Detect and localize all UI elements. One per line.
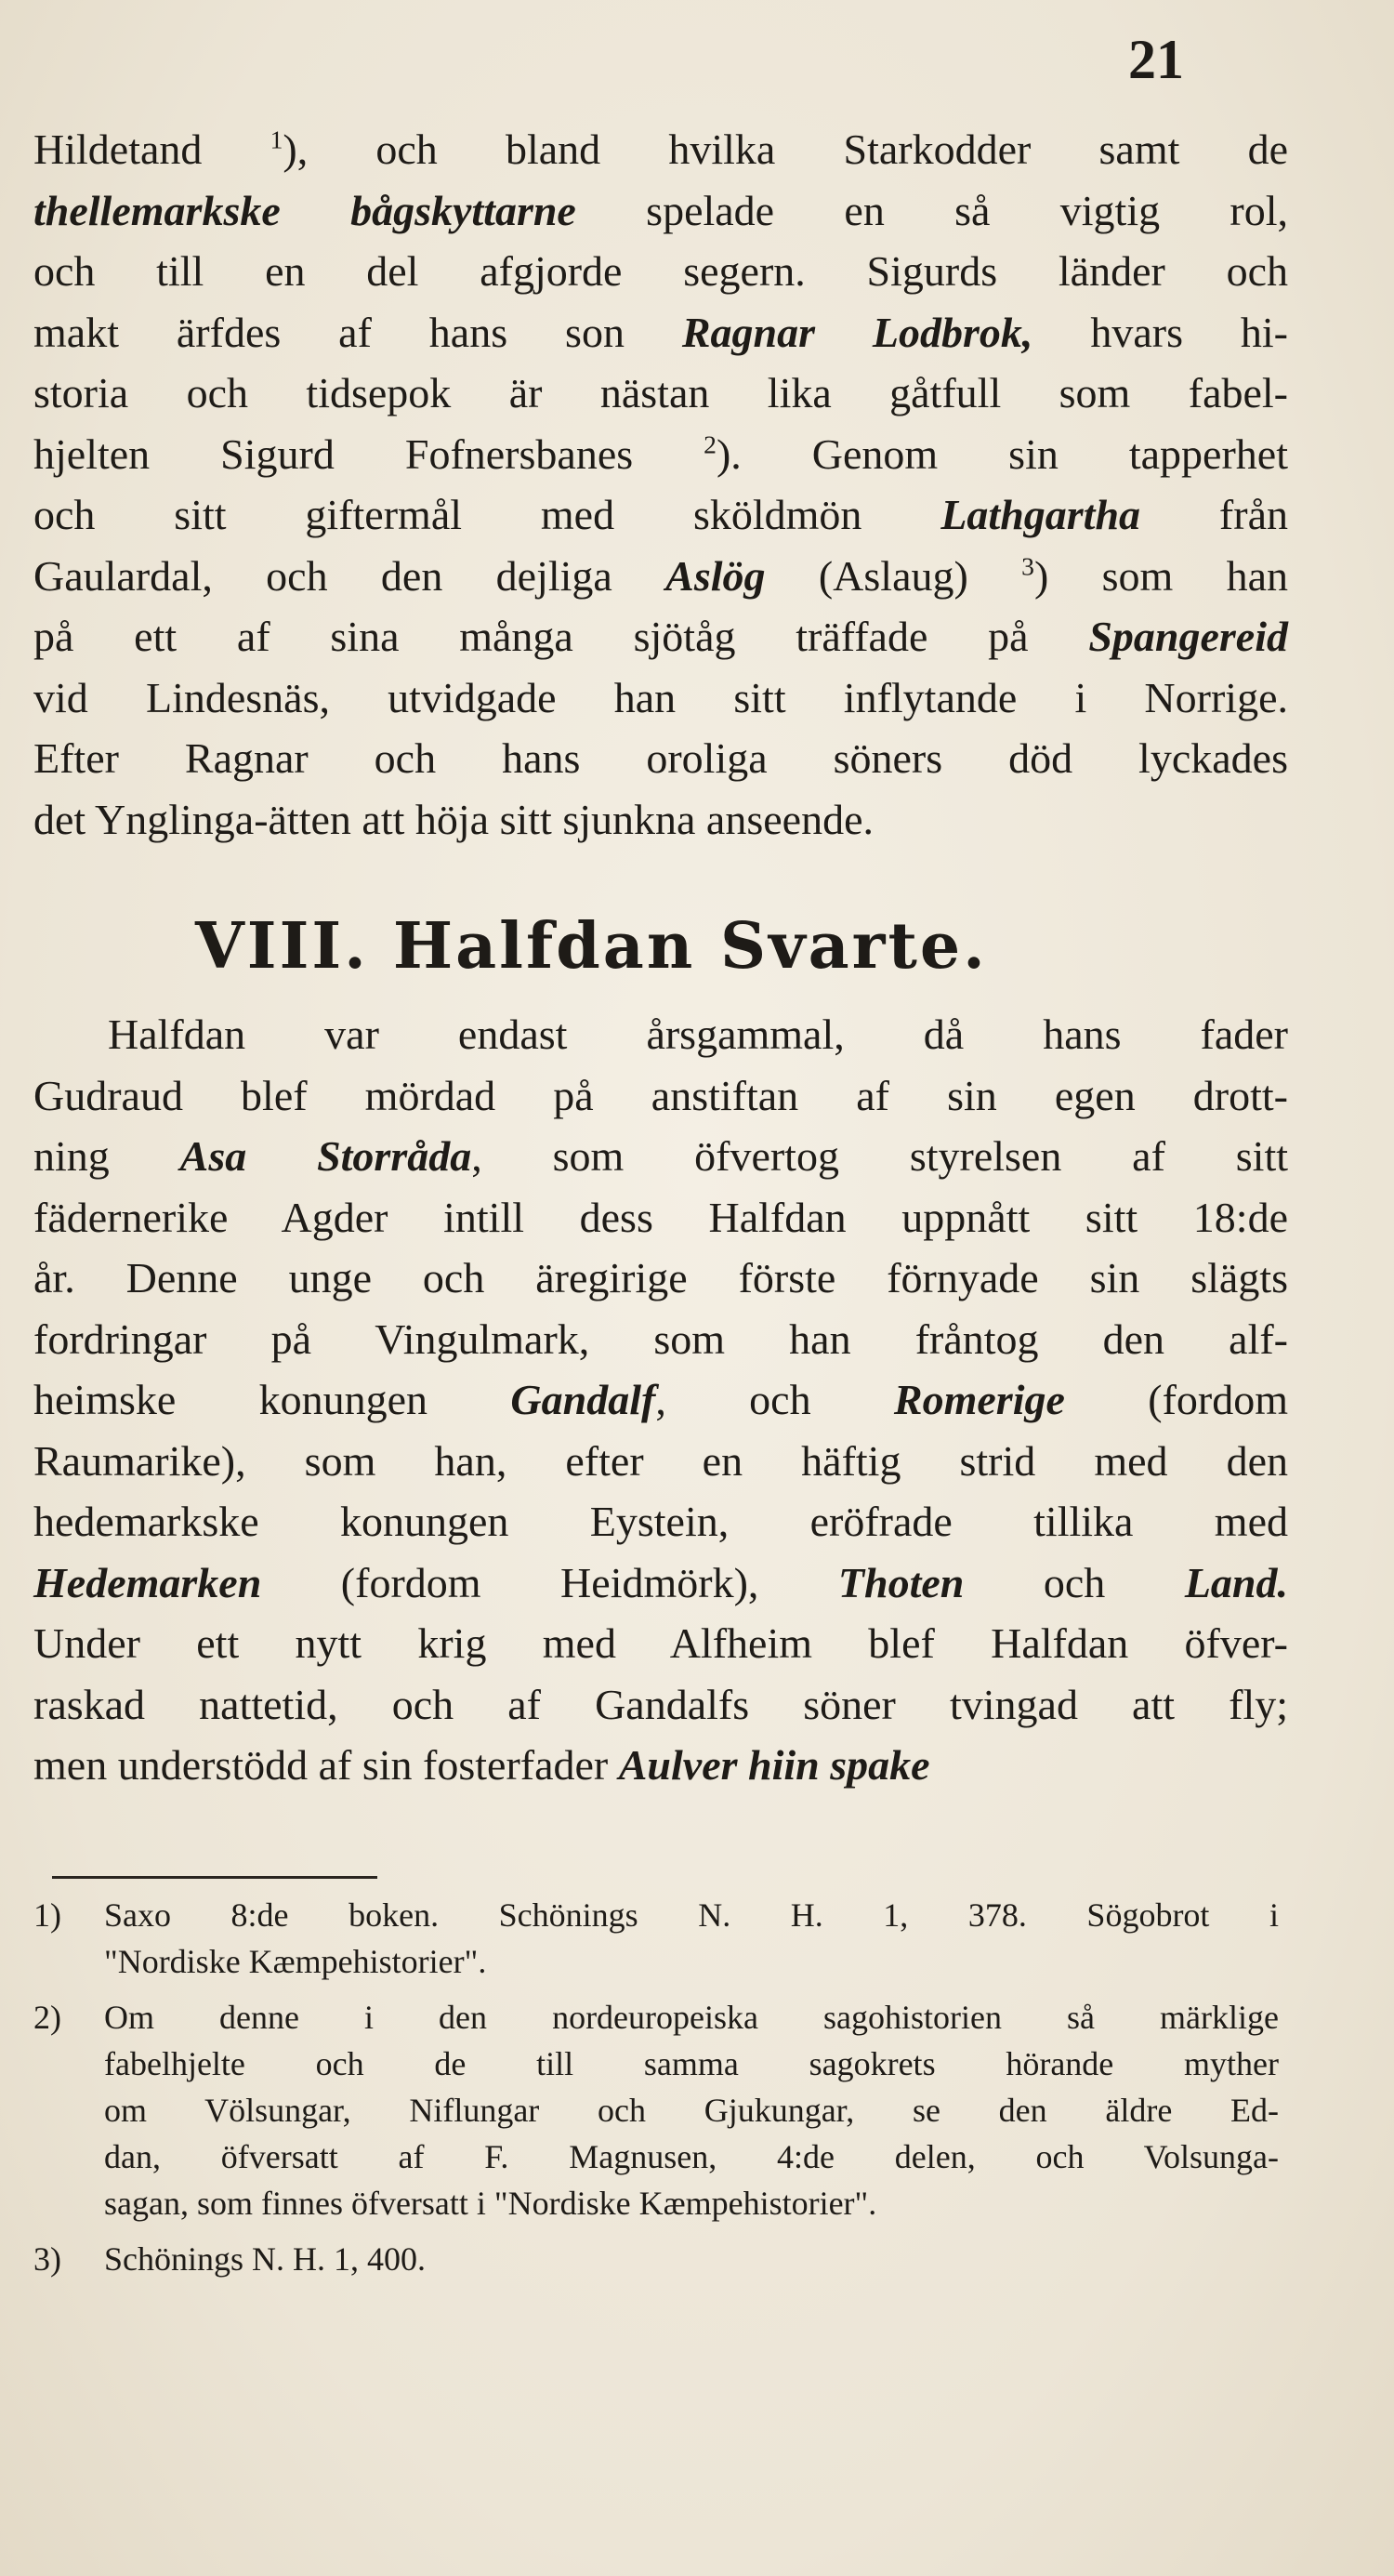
footnote-line: sagan, som finnes öfversatt i "Nordiske Kæmpehistorier". bbox=[104, 2185, 877, 2222]
emphasis-name: thellemarkske bågskyttarne bbox=[33, 186, 576, 234]
text-run: Gaulardal, och den dejliga bbox=[33, 551, 666, 600]
section-title: Halfdan Svarte. bbox=[392, 909, 988, 984]
text-run: (fordom Heidmörk), bbox=[261, 1558, 838, 1606]
emphasis-name: Land. bbox=[1184, 1558, 1288, 1606]
text-run: makt ärfdes af hans son bbox=[33, 308, 682, 356]
text-line bbox=[33, 241, 1288, 302]
text-run: ), och bland hvilka Starkodder samt de bbox=[283, 125, 1288, 173]
text-run: år. Denne unge och äregirige förste förnyade sin slägts bbox=[33, 1254, 1288, 1301]
text-line bbox=[33, 1004, 1288, 1065]
text-run: Hildetand bbox=[33, 125, 270, 173]
footnote-line: "Nordiske Kæmpehistorier". bbox=[104, 1943, 487, 1980]
text-line bbox=[33, 1126, 1288, 1187]
text-line bbox=[33, 1674, 1288, 1736]
section-heading bbox=[195, 909, 1264, 984]
text-run: (Aslaug) bbox=[765, 551, 1022, 600]
footnote-marker: 2) bbox=[33, 1999, 61, 2036]
footnote bbox=[33, 2236, 1279, 2282]
text-run: på ett af sina många sjötåg träffade på bbox=[33, 613, 1089, 660]
text-line bbox=[33, 424, 1288, 485]
text-run: ). Genom sin tapperhet bbox=[716, 429, 1288, 478]
emphasis-name: Aulver hiin spake bbox=[618, 1741, 930, 1789]
section-number: VIII. bbox=[195, 909, 369, 984]
footnote-line: Om denne i den nordeuropeiska sagohistorien så märklige bbox=[104, 1999, 1279, 2036]
text-run: det Ynglinga-ätten att höja sitt sjunkna anseende. bbox=[33, 795, 874, 843]
footnote-divider bbox=[52, 1876, 377, 1879]
text-run: och bbox=[964, 1558, 1185, 1606]
emphasis-name: Ragnar Lodbrok, bbox=[681, 308, 1033, 356]
text-run: Under ett nytt krig med Alfheim blef Halfdan öfver- bbox=[33, 1619, 1288, 1667]
text-line bbox=[33, 667, 1288, 729]
text-run: , som öfvertog styrelsen af sitt bbox=[471, 1132, 1289, 1180]
text-line bbox=[33, 484, 1288, 546]
text-line bbox=[33, 363, 1288, 424]
footnotes bbox=[33, 1892, 1279, 2292]
emphasis-name: Asa Storråda bbox=[179, 1132, 472, 1180]
text-line bbox=[33, 1248, 1288, 1309]
text-line bbox=[33, 546, 1288, 607]
paragraph-1 bbox=[33, 119, 1288, 850]
page-number: 21 bbox=[1128, 29, 1184, 90]
paragraph-2 bbox=[33, 1004, 1288, 1796]
text-run: raskad nattetid, och af Gandalfs söner tvingad att fly; bbox=[33, 1680, 1288, 1728]
emphasis-name: Hedemarken bbox=[33, 1558, 262, 1606]
text-line bbox=[33, 1431, 1288, 1492]
text-run: storia och tidsepok är nästan lika gåtfull som fabel- bbox=[33, 369, 1288, 416]
footnote-marker: 3) bbox=[33, 2240, 61, 2278]
footnote-reference: 2 bbox=[704, 429, 717, 459]
footnote-reference: 1 bbox=[270, 125, 283, 154]
text-line bbox=[33, 1065, 1288, 1127]
text-run: fordringar på Vingulmark, som han fråntog den alf- bbox=[33, 1314, 1288, 1363]
text-line bbox=[33, 1187, 1288, 1248]
text-line bbox=[33, 180, 1288, 242]
text-run: Efter Ragnar och hans oroliga söners död lyckades bbox=[33, 734, 1288, 782]
text-run: men understödd af sin fosterfader bbox=[33, 1741, 619, 1789]
text-run: hvars hi- bbox=[1032, 308, 1288, 356]
text-line bbox=[33, 728, 1288, 789]
footnote-line: fabelhjelte och de till samma sagokrets hörande myther bbox=[104, 2045, 1279, 2082]
emphasis-name: Gandalf bbox=[510, 1376, 656, 1423]
text-run: Halfdan var endast årsgammal, då hans fader bbox=[108, 1011, 1288, 1058]
text-line bbox=[33, 606, 1288, 667]
text-line bbox=[33, 302, 1288, 363]
emphasis-name: Thoten bbox=[837, 1558, 965, 1606]
text-run: Gudraud blef mördad på anstiftan af sin egen drott- bbox=[33, 1071, 1288, 1119]
footnote bbox=[33, 1892, 1279, 1985]
text-run: och sitt giftermål med sköldmön bbox=[33, 491, 941, 538]
text-line bbox=[33, 1309, 1288, 1370]
text-run: ning bbox=[33, 1132, 180, 1180]
text-line bbox=[33, 1735, 1288, 1796]
text-line bbox=[33, 1491, 1288, 1552]
text-run: hedemarkske konungen Eystein, eröfrade tillika med bbox=[33, 1498, 1288, 1545]
text-run: (fordom bbox=[1064, 1376, 1288, 1423]
footnote bbox=[33, 1994, 1279, 2226]
text-run: och till en del afgjorde segern. Sigurds länder och bbox=[33, 247, 1288, 295]
text-run: , och bbox=[655, 1376, 894, 1423]
text-run: hjelten Sigurd Fofnersbanes bbox=[33, 429, 704, 478]
footnote-line: dan, öfversatt af F. Magnusen, 4:de delen, och Volsunga- bbox=[104, 2138, 1279, 2175]
text-line bbox=[33, 119, 1288, 180]
text-run: vid Lindesnäs, utvidgade han sitt inflytande i Norrige. bbox=[33, 673, 1288, 721]
text-run: ) som han bbox=[1033, 551, 1288, 600]
text-run: heimske konungen bbox=[33, 1376, 511, 1423]
text-run: spelade en så vigtig rol, bbox=[575, 186, 1289, 234]
footnote-marker: 1) bbox=[33, 1896, 61, 1934]
text-line bbox=[33, 789, 1288, 851]
text-line bbox=[33, 1613, 1288, 1674]
text-line bbox=[33, 1369, 1288, 1431]
text-run: Raumarike), som han, efter en häftig strid med den bbox=[33, 1436, 1288, 1485]
emphasis-name: Aslög bbox=[665, 551, 766, 600]
text-run: från bbox=[1140, 491, 1288, 538]
footnote-line: Schönings N. H. 1, 400. bbox=[104, 2240, 427, 2278]
footnote-reference: 3 bbox=[1021, 551, 1034, 581]
footnote-line: Saxo 8:de boken. Schönings N. H. 1, 378. Sögobrot i bbox=[104, 1896, 1279, 1934]
text-run: fädernerike Agder intill dess Halfdan uppnått sitt 18:de bbox=[33, 1193, 1288, 1241]
emphasis-name: Spangereid bbox=[1088, 613, 1288, 660]
text-line bbox=[33, 1552, 1288, 1614]
emphasis-name: Romerige bbox=[893, 1376, 1065, 1423]
emphasis-name: Lathgartha bbox=[940, 491, 1141, 538]
footnote-line: om Völsungar, Niflungar och Gjukungar, se den äldre Ed- bbox=[104, 2092, 1279, 2129]
